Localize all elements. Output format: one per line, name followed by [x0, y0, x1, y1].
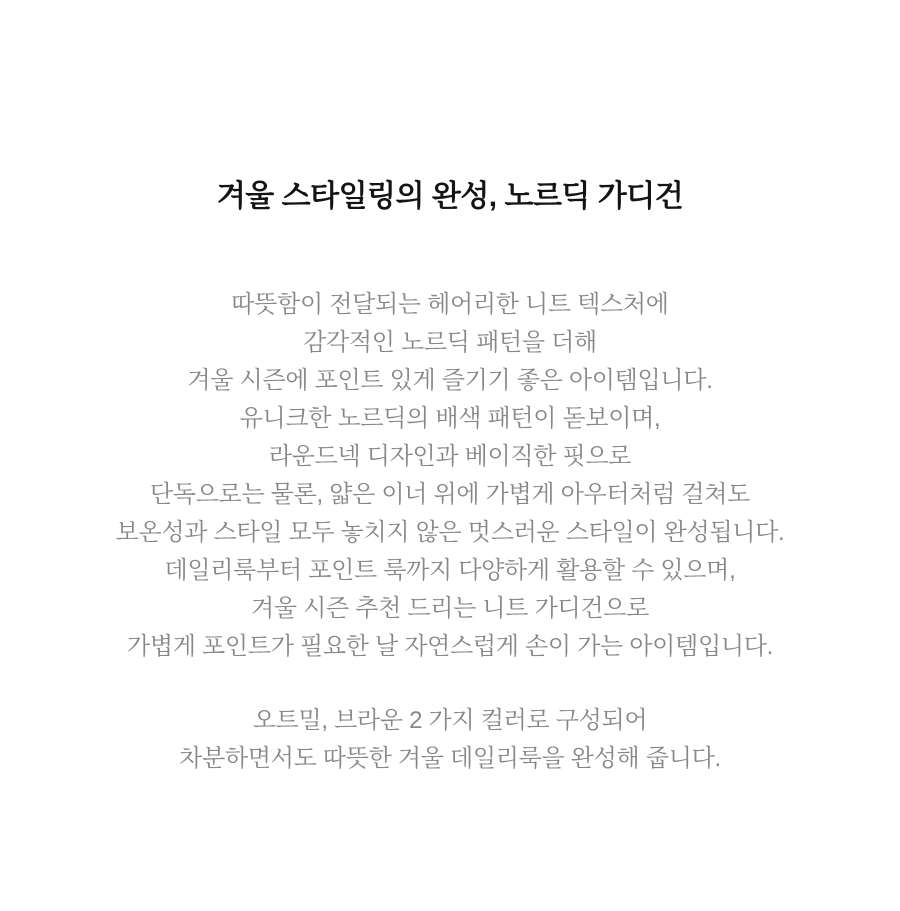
description-paragraph [0, 702, 900, 778]
description-line: 차분하면서도 따뜻한 겨울 데일리룩을 완성해 줍니다. [179, 745, 721, 772]
description-line: 오트밀, 브라운 2 가지 컬러로 구성되어 [252, 707, 648, 734]
description-paragraph [0, 286, 900, 666]
description-line: 단독으로는 물론, 얇은 이너 위에 가볍게 아우터처럼 걸쳐도 [149, 481, 751, 508]
description-line: 보온성과 스타일 모두 놓치지 않은 멋스러운 스타일이 완성됩니다. [115, 519, 785, 546]
description-line: 겨울 시즌에 포인트 있게 즐기기 좋은 아이템입니다. [187, 367, 713, 394]
description-line: 가볍게 포인트가 필요한 날 자연스럽게 손이 가는 아이템입니다. [127, 633, 773, 660]
description-line: 데일리룩부터 포인트 룩까지 다양하게 활용할 수 있으며, [164, 557, 736, 584]
description-line: 유니크한 노르딕의 배색 패턴이 돋보이며, [239, 405, 661, 432]
product-description-title: 겨울 스타일링의 완성, 노르딕 가디건 [216, 180, 684, 213]
description-line: 따뜻함이 전달되는 헤어리한 니트 텍스처에 [231, 291, 669, 318]
description-line: 감각적인 노르딕 패턴을 더해 [303, 329, 597, 356]
description-line: 겨울 시즌 추천 드리는 니트 가디건으로 [251, 595, 649, 622]
description-line: 라운드넥 디자인과 베이직한 핏으로 [268, 443, 632, 470]
description-body [0, 286, 900, 778]
